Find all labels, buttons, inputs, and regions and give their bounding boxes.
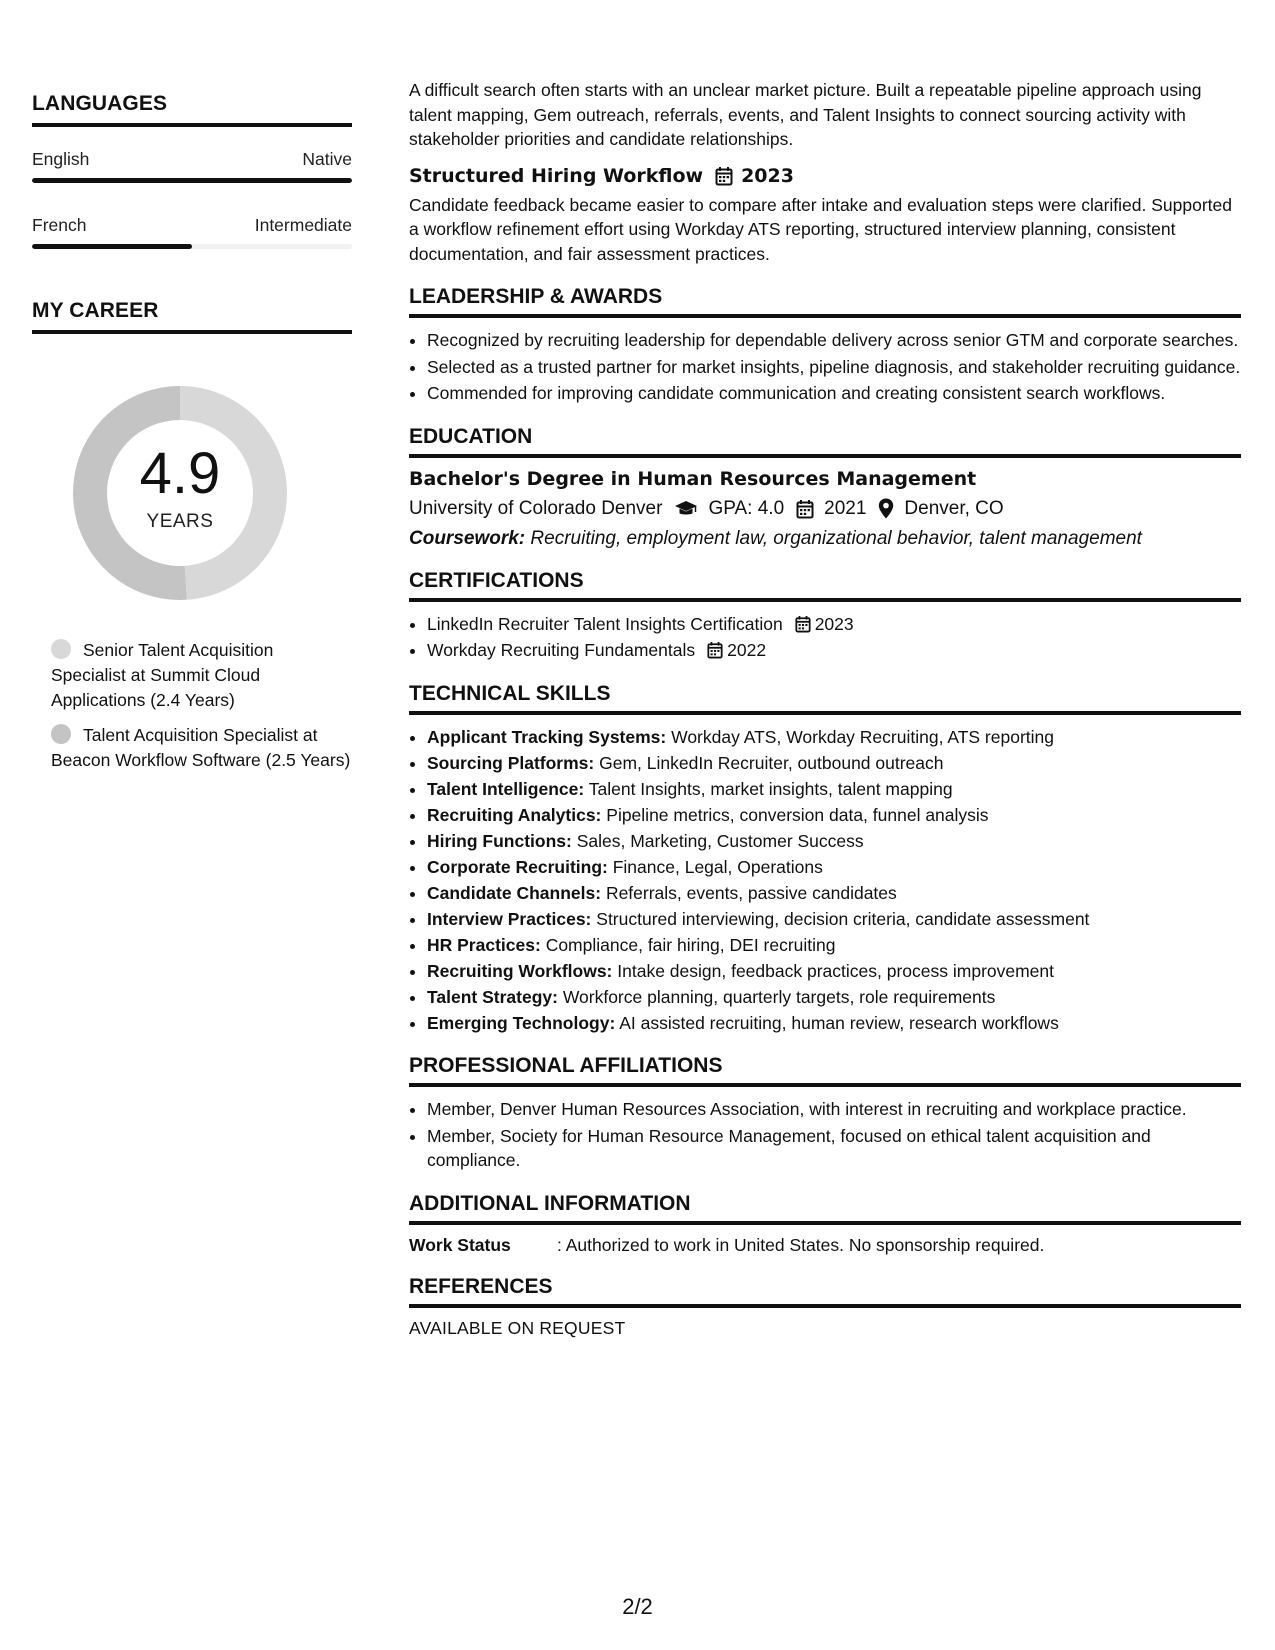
map-pin-icon: [878, 498, 894, 519]
skill-item: [427, 725, 1241, 750]
career-legend: [32, 638, 352, 773]
skill-label: Emerging Technology:: [427, 1012, 616, 1033]
skill-label: Talent Intelligence:: [427, 778, 585, 799]
work-status-row: [409, 1235, 1241, 1256]
list-item: • Selected as a trusted partner for market insights, pipeline diagnosis, and stakeholder recruiting guidance.: [427, 355, 1241, 380]
language-level: Intermediate: [254, 215, 352, 235]
skill-label: HR Practices:: [427, 934, 541, 955]
languages-heading: LANGUAGES: [32, 92, 352, 127]
legend-dot-icon: [51, 639, 71, 659]
sidebar: [32, 92, 352, 783]
certifications-heading: CERTIFICATIONS: [409, 569, 1241, 602]
skill-item: [427, 1011, 1241, 1036]
skill-item: [427, 855, 1241, 880]
career-legend-item: [51, 723, 352, 773]
calendar-icon: [795, 615, 811, 633]
career-total-years: 4.9: [139, 441, 221, 506]
skill-value: Referrals, events, passive candidates: [605, 882, 897, 903]
certification-name: • Workday Recruiting Fundamentals: [427, 640, 696, 660]
language-name: English: [32, 149, 90, 169]
work-status-value: : Authorized to work in United States. No sponsorship required.: [557, 1234, 1045, 1255]
skill-item: [427, 959, 1241, 984]
skill-item: [427, 985, 1241, 1010]
list-item: • Recognized by recruiting leadership for dependable delivery across senior GTM and corporate searches.: [427, 328, 1241, 353]
coursework-text: Recruiting, employment law, organizational behavior, talent management: [530, 527, 1142, 549]
skill-label: Recruiting Workflows:: [427, 960, 613, 981]
skill-item: [427, 829, 1241, 854]
language-name: French: [32, 215, 87, 235]
skill-item: [427, 803, 1241, 828]
work-status-label: Work Status: [409, 1234, 511, 1255]
career-donut-center: [65, 378, 295, 608]
skill-label: Talent Strategy:: [427, 986, 558, 1007]
page-number: 2/2: [622, 1594, 653, 1619]
main-content: [409, 78, 1241, 1339]
career-years-unit: YEARS: [146, 511, 214, 532]
education-school: University of Colorado Denver: [409, 497, 663, 519]
leadership-heading: LEADERSHIP & AWARDS: [409, 285, 1241, 318]
project-year: 2023: [741, 164, 794, 187]
calendar-icon: [707, 641, 723, 659]
project-intro: A difficult search often starts with an unclear market picture. Built a repeatable pipeline approach using talent mapping, Gem outreach, referrals, events, and Talent Insights to connect sourcing activity with stakeholder priorities and candidate relationships.: [409, 80, 1202, 149]
skill-value: Gem, LinkedIn Recruiter, outbound outreach: [599, 752, 944, 773]
references-text: AVAILABLE ON REQUEST: [409, 1317, 626, 1338]
career-legend-label: Talent Acquisition Specialist at Beacon Workflow Software (2.5 Years): [51, 725, 351, 770]
list-item: • Commended for improving candidate communication and creating consistent search workflows.: [427, 381, 1241, 406]
list-item: [427, 638, 1241, 663]
language-proficiency-fill: [32, 178, 352, 183]
calendar-icon: [796, 499, 814, 519]
certification-name: • LinkedIn Recruiter Talent Insights Certification: [427, 613, 783, 634]
affiliations-list: [409, 1097, 1241, 1173]
legend-dot-icon: [51, 724, 71, 744]
skill-value: Compliance, fair hiring, DEI recruiting: [545, 934, 836, 955]
skills-list: [409, 725, 1241, 1036]
career-legend-item: [51, 638, 352, 713]
education-heading: EDUCATION: [409, 425, 1241, 458]
career-legend-label: Senior Talent Acquisition Specialist at Summit Cloud Applications (2.4 Years): [51, 640, 274, 710]
education-location: Denver, CO: [904, 497, 1004, 519]
affiliations-heading: PROFESSIONAL AFFILIATIONS: [409, 1054, 1241, 1087]
skill-value: Workforce planning, quarterly targets, role requirements: [562, 986, 996, 1007]
certification-year: 2023: [814, 613, 854, 634]
language-item: [32, 149, 352, 183]
skill-item: [427, 933, 1241, 958]
skill-label: Recruiting Analytics:: [427, 804, 602, 825]
skill-value: Talent Insights, market insights, talent mapping: [588, 778, 953, 799]
education-coursework: [409, 528, 1241, 550]
education-year: 2021: [824, 497, 867, 519]
language-proficiency-bar: [32, 178, 352, 183]
skill-item: [427, 907, 1241, 932]
coursework-label: Coursework:: [409, 527, 526, 549]
graduation-cap-icon: [674, 500, 698, 518]
language-level: Native: [302, 149, 352, 169]
skill-item: [427, 881, 1241, 906]
skill-item: [427, 751, 1241, 776]
languages-list: [32, 149, 352, 249]
project-description: Candidate feedback became easier to compare after intake and evaluation steps were clarified. Supported a workflow refinement effort using Workday ATS reporting, structured interview planning, consistent documentation, and fair assessment practices.: [409, 194, 1232, 264]
list-item: • Member, Society for Human Resource Management, focused on ethical talent acquisition and compliance.: [427, 1124, 1241, 1173]
language-item: [32, 215, 352, 249]
skill-value: Pipeline metrics, conversion data, funnel analysis: [606, 804, 989, 825]
education-meta: [409, 498, 1241, 520]
language-proficiency-bar: [32, 244, 352, 249]
skill-label: Applicant Tracking Systems:: [427, 726, 667, 747]
certifications-list: [409, 612, 1241, 663]
project-title: Structured Hiring Workflow: [409, 164, 704, 187]
project-title-row: [409, 165, 1241, 187]
skill-label: Interview Practices:: [427, 908, 592, 929]
skill-label: Sourcing Platforms:: [427, 752, 595, 773]
language-proficiency-fill: [32, 244, 192, 249]
skill-value: Intake design, feedback practices, process improvement: [617, 960, 1055, 981]
education-degree: Bachelor's Degree in Human Resources Management: [409, 467, 977, 490]
skill-label: Hiring Functions:: [427, 830, 572, 851]
references-heading: REFERENCES: [409, 1275, 1241, 1308]
skill-value: Workday ATS, Workday Recruiting, ATS reporting: [671, 726, 1055, 747]
skill-value: Finance, Legal, Operations: [612, 856, 823, 877]
skill-value: AI assisted recruiting, human review, research workflows: [619, 1012, 1059, 1033]
skill-value: Structured interviewing, decision criteria, candidate assessment: [596, 908, 1090, 929]
career-heading: MY CAREER: [32, 299, 352, 334]
certification-year: 2022: [727, 640, 767, 660]
skill-label: Corporate Recruiting:: [427, 856, 608, 877]
list-item: [427, 612, 1241, 637]
leadership-list: [409, 328, 1241, 406]
calendar-icon: [715, 166, 733, 186]
skill-item: [427, 777, 1241, 802]
career-donut-chart: [65, 378, 295, 608]
skills-heading: TECHNICAL SKILLS: [409, 682, 1241, 715]
education-gpa: GPA: 4.0: [708, 497, 785, 519]
list-item: • Member, Denver Human Resources Association, with interest in recruiting and workplace practice.: [427, 1097, 1241, 1122]
skill-label: Candidate Channels:: [427, 882, 602, 903]
additional-info-heading: ADDITIONAL INFORMATION: [409, 1192, 1241, 1225]
skill-value: Sales, Marketing, Customer Success: [576, 830, 864, 851]
